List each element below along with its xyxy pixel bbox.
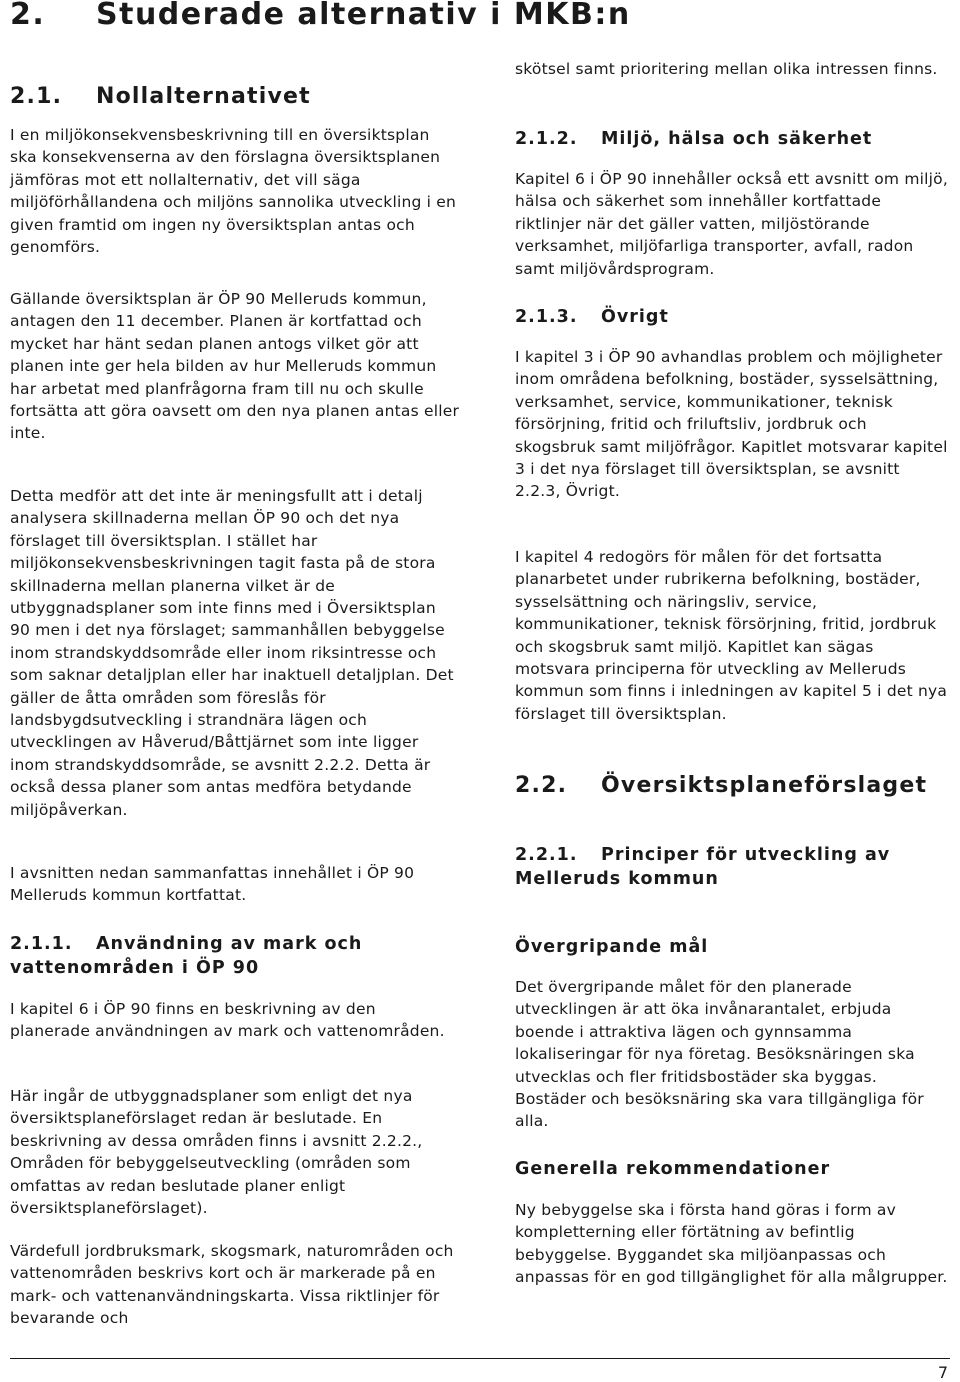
subsection-title: Övrigt bbox=[601, 307, 669, 327]
subsection-number: 2.1.2. bbox=[515, 129, 578, 149]
heading-overgripande-mal: Övergripande mål bbox=[515, 937, 709, 957]
section-title: Nollalternativet bbox=[96, 84, 311, 109]
section-number: 2.1. bbox=[10, 84, 63, 109]
section-title: Översiktsplaneförslaget bbox=[601, 773, 928, 798]
subsection-heading-2-1-2 bbox=[515, 127, 950, 151]
section-number: 2. bbox=[10, 0, 46, 32]
section-heading-2-2 bbox=[515, 773, 927, 799]
paragraph-kapitel-4: I kapitel 4 redogörs för målen för det fortsatta planarbetet under rubrikerna befolkning, bostäder, sysselsättning och näringsliv, service, kommunikationer, teknisk försörjning, fritid, jordbruk och skogsbruk samt miljö. Kapitlet kan sägas motsvara principerna för utveckling av Melleruds kommun som finns i inledningen av kapitel 5 i det nya förslaget till översiktsplan. bbox=[515, 548, 948, 723]
paragraph-nollalternativ-intro: I en miljökonsekvensbeskrivning till en översiktsplan ska konsekvenserna av den förslagna översiktsplanen jämföras mot ett nollalternativ, det vill säga miljöförhållandena och miljöns sannolika utveckling i en given framtid om ingen ny översiktsplan antas och genomförs. bbox=[10, 126, 457, 257]
subsection-heading-2-2-1 bbox=[515, 843, 950, 891]
subsection-number: 2.1.3. bbox=[515, 307, 578, 327]
subsection-heading-2-1-1 bbox=[10, 932, 460, 980]
paragraph-kapitel-3: I kapitel 3 i ÖP 90 avhandlas problem och möjligheter inom områdena befolkning, bostäder, sysselsättning, verksamhet, service, kommunikationer, teknisk försörjning, fritid och friluftsliv, jordbruk och skogsbruk samt miljöfrågor. Kapitlet motsvarar kapitel 3 i det nya förslaget till översiktsplan, se avsnitt 2.2.3, Övrigt. bbox=[515, 348, 948, 501]
subsection-title: Användning av mark och vattenområden i ÖP 90 bbox=[10, 934, 363, 978]
paragraph-gallande-oversiktsplan: Gällande översiktsplan är ÖP 90 Melleruds kommun, antagen den 11 december. Planen är kortfattad och mycket har hänt sedan planen antogs vilket gör att planen inte ger hela bilden av hur Melleruds kommun har arbetat med planfrågorna fram till nu och skulle fortsätta att göra oavsett om den nya planen antas eller inte. bbox=[10, 290, 460, 443]
subsection-title: Miljö, hälsa och säkerhet bbox=[601, 129, 873, 149]
subsection-number: 2.1.1. bbox=[10, 934, 73, 954]
section-number: 2.2. bbox=[515, 773, 568, 798]
paragraph-kapitel-6: I kapitel 6 i ÖP 90 finns en beskrivning av den planerade användningen av mark och vattenområden. bbox=[10, 1000, 445, 1041]
paragraph-vardefull-mark: Värdefull jordbruksmark, skogsmark, naturområden och vattenområden beskrivs kort och är markerade på en mark- och vattenanvändningskarta. Vissa riktlinjer för bevarande och bbox=[10, 1242, 454, 1328]
paragraph-generella-rekommendationer: Ny bebyggelse ska i första hand göras i form av kompletterning eller förtätning av befintlig bebyggelse. Byggandet ska miljöanpassas och anpassas för en god tillgänglighet för alla målgrupper. bbox=[515, 1201, 948, 1287]
subsection-title: Principer för utveckling av Melleruds kommun bbox=[515, 845, 891, 889]
heading-generella-rekommendationer: Generella rekommendationer bbox=[515, 1159, 831, 1179]
paragraph-avsnitten-nedan: I avsnitten nedan sammanfattas innehållet i ÖP 90 Melleruds kommun kortfattat. bbox=[10, 864, 415, 905]
paragraph-miljo-halsa: Kapitel 6 i ÖP 90 innehåller också ett avsnitt om miljö, hälsa och säkerhet som innehåller kortfattade riktlinjer när det gäller vatten, miljöstörande verksamhet, miljöfarliga transporter, avfall, radon samt miljövårdsprogram. bbox=[515, 170, 948, 278]
paragraph-skotsel: skötsel samt prioritering mellan olika intressen finns. bbox=[515, 60, 938, 78]
paragraph-utbyggnadsplaner: Här ingår de utbyggnadsplaner som enligt det nya översiktsplaneförslaget redan är beslutade. En beskrivning av dessa områden finns i avsnitt 2.2.2., Områden för bebyggelseutveckling (områden som omfattas av redan beslutade planer enligt översiktsplaneförslaget). bbox=[10, 1087, 423, 1218]
section-heading-2 bbox=[10, 0, 631, 32]
page-number: 7 bbox=[937, 1363, 948, 1382]
section-heading-2-1 bbox=[10, 84, 311, 110]
paragraph-meningsfullt: Detta medför att det inte är meningsfullt att i detalj analysera skillnaderna mellan ÖP 90 och det nya förslaget till översiktsplan. I stället har miljökonsekvensbeskrivningen tagit fasta på de stora skillnaderna mellan planerna vilket är de utbyggnadsplaner som inte finns med i Översiktsplan 90 men i det nya förslaget; sammanhållen bebyggelse inom strandskyddsområde eller inom riksintresse och som saknar detaljplan eller har inaktuell detaljplan. Det gäller de åtta områden som föreslås för landsbygdsutveckling i strandnära lägen och utvecklingen av Håverud/Båttjärnet som inte ligger inom strandskyddsområde, se avsnitt 2.2.2. Detta är också dessa planer som antas medföra betydande miljöpåverkan. bbox=[10, 487, 454, 819]
paragraph-overgripande-mal: Det övergripande målet för den planerade utvecklingen är att öka invånarantalet, erbjuda boende i attraktiva lägen och gynnsamma lokaliseringar för nya företag. Besöksnäringen ska utvecklas och fler fritidsbostäder ska byggas. Bostäder och besöksnäring ska vara tillgängliga för alla. bbox=[515, 978, 924, 1131]
section-title: Studerade alternativ i MKB:n bbox=[96, 0, 631, 32]
subsection-heading-2-1-3 bbox=[515, 305, 950, 329]
footer-divider bbox=[10, 1358, 950, 1359]
subsection-number: 2.2.1. bbox=[515, 845, 578, 865]
